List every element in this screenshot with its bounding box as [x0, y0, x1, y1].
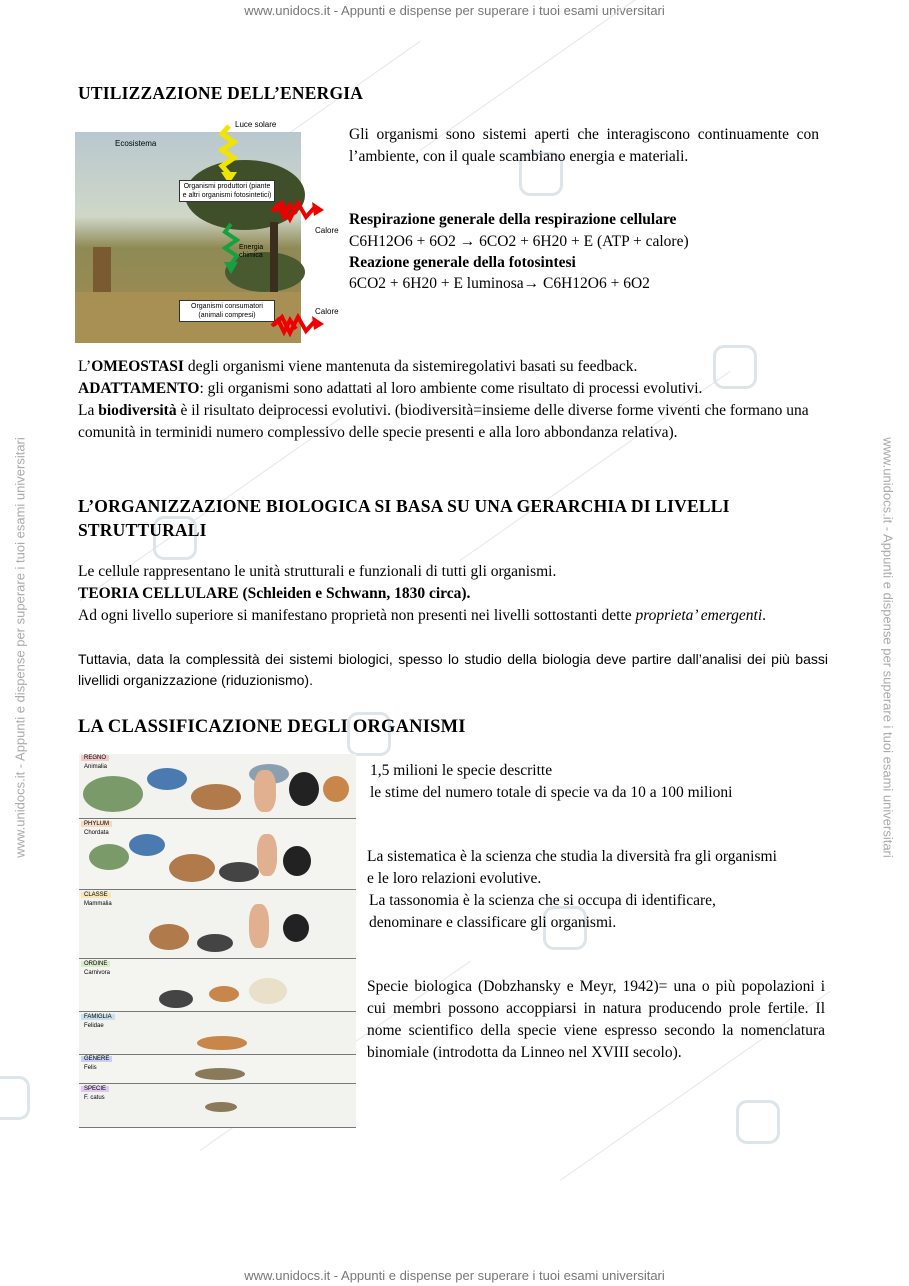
biodiversita-paragraph [78, 400, 823, 444]
chemical-energy-label: Energia chimica [239, 244, 264, 259]
animal-illustration [89, 844, 129, 870]
biodiversita-text: è il risultato deiprocessi evolutivi. (biodiversità=insieme delle diverse forme viventi che formano una comunità in terminidi numero complessivo delle specie presenti e alla loro abbondanza relativa). [78, 402, 809, 441]
emergenti-post: . [762, 607, 767, 624]
animal-illustration [283, 914, 309, 942]
sun-label: Luce solare [235, 120, 277, 129]
photosynthesis-formula: 6CO2 + 6H20 + E luminosa→ C6H12O6 + 6O2 [349, 275, 650, 292]
animal-illustration [205, 1102, 237, 1112]
taxon-tag: ORDINE [81, 961, 110, 967]
energy-intro-paragraph: Gli organismi sono sistemi aperti che interagiscono continuamente con l’ambiente, con il quale scambiano energia e materiali. [349, 126, 819, 165]
animal-illustration [323, 776, 349, 802]
taxon-subtag: Felis [84, 1065, 97, 1071]
taxon-subtag: Carnivora [84, 970, 111, 976]
taxon-band [79, 959, 356, 1012]
photosynthesis-title: Reazione generale della fotosintesi [349, 254, 576, 271]
tassonomia-paragraph: La tassonomia è la scienza che si occupa di identificare, denominare e classificare gli organismi. [369, 892, 716, 931]
animal-illustration [197, 934, 233, 952]
respiration-title-text: Respirazione generale della respirazione cellulare [349, 211, 677, 228]
chemical-energy-arrow-icon [223, 224, 239, 274]
taxon-tag: REGNO [81, 755, 109, 761]
animal-illustration [191, 784, 241, 810]
animal-illustration [159, 990, 193, 1008]
emergenti-paragraph [78, 605, 830, 627]
animal-illustration [289, 772, 319, 806]
taxon-subtag: Animalia [84, 764, 108, 770]
section-title-organizzazione: L’ORGANIZZAZIONE BIOLOGICA SI BASA SU UNA GERARCHIA DI LIVELLI STRUTTURALI [78, 496, 730, 540]
animal-illustration [149, 924, 189, 950]
respiration-title [349, 209, 819, 231]
animal-illustration [169, 854, 215, 882]
header-watermark[interactable]: www.unidocs.it - Appunti e dispense per superare i tuoi esami universitari [244, 3, 665, 18]
taxon-subtag: Felidae [84, 1023, 104, 1029]
sistematica-paragraph: La sistematica è la scienza che studia la diversità fra gli organismi e le loro relazioni evolutive. [367, 848, 777, 887]
omeostasi-text: degli organismi viene mantenuta da sistemiregolativi basati su feedback. [183, 358, 638, 375]
animal-illustration [83, 776, 143, 812]
taxon-tag: GENERE [81, 1056, 112, 1062]
adattamento-term: ADATTAMENTO [78, 380, 200, 397]
left-side-watermark: www.unidocs.it - Appunti e dispense per superare i tuoi esami universitari [12, 437, 28, 858]
taxon-tag: SPECIE [81, 1086, 109, 1092]
animal-illustration [254, 770, 276, 812]
taxon-subtag: Chordata [84, 830, 109, 836]
omeostasi-prefix: L’ [78, 358, 92, 375]
taxon-tag: FAMIGLIA [81, 1014, 115, 1020]
teoria-cellulare: TEORIA CELLULARE (Schleiden e Schwann, 1830 circa). [78, 585, 471, 602]
energy-flow-figure [75, 120, 301, 343]
riduzionismo-paragraph: Tuttavia, data la complessità dei sistemi biologici, spesso lo studio della biologia deve partire dall’analisi dei più bassi livellidi organizzazione (riduzionismo). [78, 651, 828, 688]
section-title-energia: UTILIZZAZIONE DELL’ENERGIA [78, 83, 364, 103]
emergenti-term: proprieta’ emergenti [635, 607, 763, 624]
animal-illustration [219, 862, 259, 882]
animal-illustration [257, 834, 277, 876]
taxon-subtag: Mammalia [84, 901, 112, 907]
species-estimate: le stime del numero totale di specie va da 10 a 100 milioni [370, 784, 733, 801]
taxon-tag: CLASSE [81, 892, 111, 898]
ecosystem-label: Ecosistema [115, 139, 157, 148]
taxon-tag: PHYLUM [81, 821, 112, 827]
animal-illustration [209, 986, 239, 1002]
animal-illustration [197, 1036, 247, 1050]
omeostasi-term: OMEOSTASI [91, 358, 184, 375]
animal-illustration [195, 1068, 245, 1080]
species-count: 1,5 milioni le specie descritte [370, 762, 553, 779]
producers-box: Organismi produttori (piante e altri organismi fotosintetici) [179, 180, 275, 202]
consumers-box: Organismi consumatori (animali compresi) [179, 300, 275, 322]
animal-illustration [249, 978, 287, 1004]
emergenti-text: Ad ogni livello superiore si manifestano proprietà non presenti nei livelli sottostanti dette [78, 607, 636, 624]
watermark-logo-icon [736, 1100, 780, 1144]
adattamento-text: : gli organismi sono adattati al loro ambiente come risultato di processi evolutivi. [199, 380, 703, 397]
footer-watermark[interactable]: www.unidocs.it - Appunti e dispense per superare i tuoi esami universitari [244, 1268, 665, 1283]
specie-paragraph: Specie biologica (Dobzhansky e Meyr, 1942)= una o più popolazioni i cui membri possono accoppiarsi in natura producendo prole fertile. Il nome scientifico della specie viene espresso secondo la nomenclatura binomiale (introdotta da Linneo nel XVIII secolo). [367, 978, 825, 1061]
adattamento-paragraph [78, 378, 838, 400]
animal-illustration [249, 904, 269, 948]
animal-illustration [129, 834, 165, 856]
animal-illustration [283, 846, 311, 876]
animal-illustration [147, 768, 187, 790]
cellule-paragraph: Le cellule rappresentano le unità strutturali e funzionali di tutti gli organismi. [78, 563, 557, 580]
sunlight-arrow-icon [217, 126, 241, 184]
right-side-watermark: www.unidocs.it - Appunti e dispense per superare i tuoi esami universitari [880, 437, 896, 858]
section-title-classificazione: LA CLASSIFICAZIONE DEGLI ORGANISMI [78, 717, 466, 737]
watermark-logo-icon [0, 1076, 30, 1120]
heat-arrow-icon [274, 200, 324, 222]
taxonomy-hierarchy-figure [79, 754, 356, 1128]
respiration-formula: C6H12O6 + 6O2 → 6CO2 + 6H20 + E (ATP + calore) [349, 233, 689, 250]
heat-label-2: Calore [315, 307, 339, 316]
biodiversita-prefix: La [78, 402, 99, 419]
heat-label-1: Calore [315, 226, 339, 235]
omeostasi-paragraph [78, 356, 828, 378]
taxon-subtag: F. catus [84, 1095, 105, 1101]
heat-arrow-icon [274, 314, 324, 336]
biodiversita-term: biodiversità [98, 402, 177, 419]
